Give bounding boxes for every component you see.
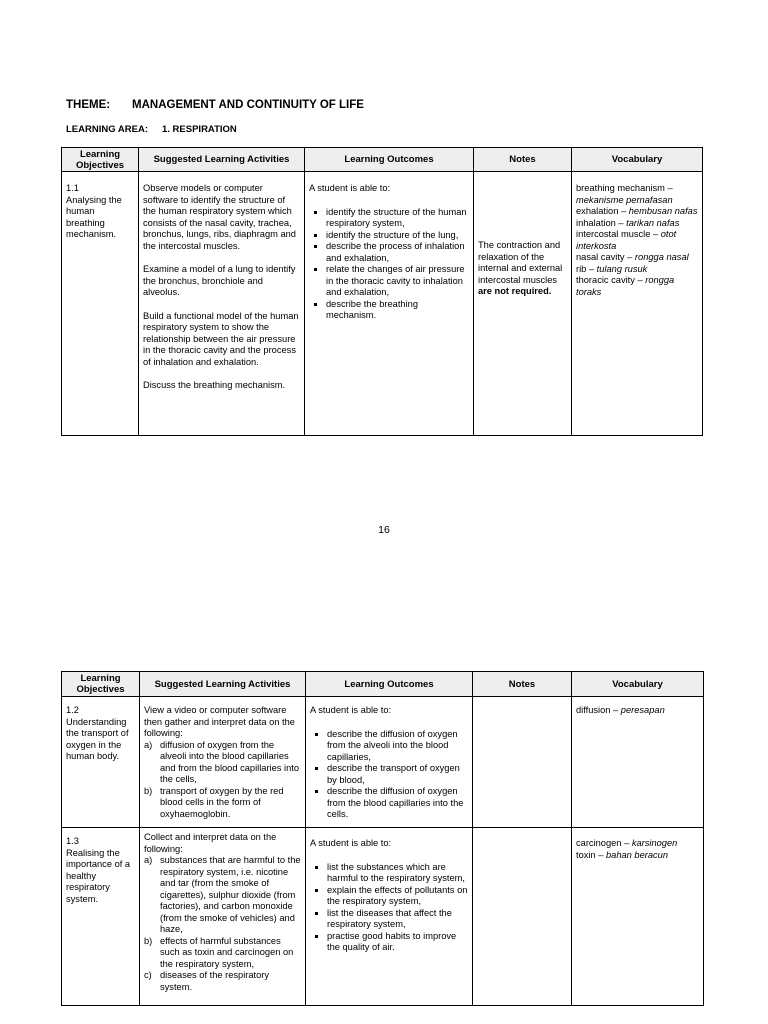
list-item: ▪ practise good habits to improve the quality of air. [327,931,468,954]
vocab-entry [576,218,698,230]
list-text: effects of harmful substances such as toxin and carcinogen on the respiratory system, [160,935,294,969]
list-item: ▪ relate the changes of air pressure in the thoracic cavity to inhalation and exhalation, [326,264,469,299]
activity-text: Discuss the breathing mechanism. [143,380,286,390]
list-item [144,786,301,821]
vocab-translation: hembusan nafas [628,206,698,216]
list-item: ▪ identify the structure of the lung, [326,230,469,242]
activity-text: Examine a model of a lung to identify the bronchus, bronchiole and alveolus. [143,264,296,297]
vocab-entry [576,275,698,298]
notes-cell [474,172,572,436]
theme-label: THEME: [66,99,111,111]
col-header-notes: Notes [474,148,572,172]
outcomes-intro: A student is able to: [310,838,392,848]
objective-number: 1.3 [66,836,79,846]
col-header-objectives: Learning Objectives [62,672,140,697]
objective-cell [62,697,140,828]
activities-cell [139,172,305,436]
notes-cell [473,828,572,1006]
table-row [62,828,704,1006]
notes-text: The contraction and relaxation of the internal and external intercostal muscles [478,240,563,285]
list-item: ▪ describe the diffusion of oxygen from the alveoli into the blood capillaries, [327,729,468,764]
vocab-entry [576,183,698,206]
list-text: diseases of the respiratory system. [160,970,270,992]
col-header-notes: Notes [473,672,572,697]
vocab-entry [576,850,699,862]
list-item: ▪ describe the diffusion of oxygen from the blood capillaries into the cells. [327,786,468,821]
vocab-term: intercostal muscle – [576,229,661,239]
col-header-activities: Suggested Learning Activities [140,672,306,697]
outcomes-intro: A student is able to: [309,183,391,193]
objective-text: Realising the importance of a healthy respiratory system. [66,847,131,904]
outcomes-list [309,207,469,322]
outcomes-cell [305,172,474,436]
notes-cell [473,697,572,828]
learning-area-heading [66,124,237,135]
vocab-term: breathing mechanism – [576,183,673,193]
activities-list [144,740,301,821]
vocab-translation: bahan beracun [605,849,669,860]
list-item: ▪ describe the breathing mechanism. [326,299,469,322]
objective-cell [62,172,139,436]
activities-cell [140,828,306,1006]
list-marker: b) [144,785,153,796]
list-item: ▪ describe the transport of oxygen by blood, [327,763,468,786]
col-header-vocabulary: Vocabulary [572,672,704,697]
vocab-entry [576,229,698,252]
vocab-term: nasal cavity – [576,252,635,262]
objective-number: 1.1 [66,183,79,193]
curriculum-table-2 [61,671,704,1006]
theme-heading [66,99,364,111]
list-item [144,970,301,993]
col-header-outcomes: Learning Outcomes [305,148,474,172]
notes-emphasis: are not required. [478,286,552,296]
learning-area-value: 1. RESPIRATION [162,124,237,135]
outcomes-list [310,729,468,821]
vocab-entry [576,252,698,264]
list-item: ▪ explain the effects of pollutants on the respiratory system, [327,885,468,908]
objective-number: 1.2 [66,705,79,715]
activities-list [144,855,301,993]
table-row [62,697,704,828]
list-item: ▪ list the substances which are harmful to the respiratory system, [327,862,468,885]
vocab-entry [576,838,699,850]
page-number: 16 [378,524,390,536]
vocab-term: carcinogen – [576,838,632,848]
vocabulary-cell [572,828,704,1006]
col-header-outcomes: Learning Outcomes [306,672,473,697]
objective-cell [62,828,140,1006]
vocab-term: toxin – [576,849,606,860]
table-header-row [62,148,703,172]
vocab-term: rib – [576,263,597,274]
list-text: diffusion of oxygen from the alveoli into the blood capillaries and from the blood capillaries into the cells, [160,739,300,784]
activity-text: Build a functional model of the human respiratory system to show the relationship between the air pressure in the thoracic cavity and the process of inhalation and exhalation. [143,310,299,367]
list-marker: c) [144,970,152,980]
vocabulary-cell [572,172,703,436]
col-header-vocabulary: Vocabulary [572,148,703,172]
vocab-translation: mekanisme pernafasan [576,194,673,205]
list-text: transport of oxygen by the red blood cells in the form of oxyhaemoglobin. [160,785,284,819]
list-text: substances that are harmful to the respiratory system, i.e. nicotine and tar (from the smoke of cigarettes), sulphur dioxide (from factories), and carbon monoxide (from the smoke of vehicles) and haze, [160,855,301,934]
vocab-term: diffusion – [576,705,621,715]
col-header-activities: Suggested Learning Activities [139,148,305,172]
vocab-entry [576,206,698,218]
vocab-translation: tarikan nafas [626,217,680,228]
vocab-translation: rongga nasal [634,252,689,262]
vocabulary-cell [572,697,704,828]
outcomes-cell [306,828,473,1006]
outcomes-cell [306,697,473,828]
list-item [144,740,301,786]
vocab-entry [576,264,698,276]
list-item [144,936,301,971]
vocab-term: inhalation – [576,217,627,228]
table-header-row [62,672,704,697]
list-marker: a) [144,855,153,865]
vocab-translation: peresapan [620,705,665,715]
col-header-objectives: Learning Objectives [62,148,139,172]
vocab-translation: rongga toraks [576,275,675,297]
activities-intro: View a video or computer software then gather and interpret data on the following: [144,705,295,738]
objective-text: Analysing the human breathing mechanism. [66,194,122,239]
vocab-term: exhalation – [576,206,629,216]
learning-area-label: LEARNING AREA: [66,124,148,135]
list-item: ▪ describe the process of inhalation and exhalation, [326,241,469,264]
activities-intro: Collect and interpret data on the following: [144,832,277,854]
outcomes-list [310,862,468,954]
vocab-term: thoracic cavity – [576,275,646,285]
vocab-translation: tulang rusuk [596,263,648,274]
list-marker: a) [144,739,153,750]
table-row [62,172,703,436]
curriculum-table-1 [61,147,703,436]
theme-value: MANAGEMENT AND CONTINUITY OF LIFE [132,99,364,111]
vocab-entry [576,705,699,717]
list-item [144,855,301,936]
objective-text: Understanding the transport of oxygen in the human body. [66,716,129,761]
list-item: ▪ list the diseases that affect the respiratory system, [327,908,468,931]
outcomes-intro: A student is able to: [310,705,392,715]
list-marker: b) [144,935,153,946]
vocab-translation: karsinogen [631,838,678,848]
list-item: ▪ identify the structure of the human respiratory system, [326,207,469,230]
activities-cell [140,697,306,828]
vocab-translation: otot interkosta [576,229,677,251]
activity-text: Observe models or computer software to identify the structure of the human respiratory system which consists of the nasal cavity, trachea, bronchus, lungs, ribs, diaphragm and the intercostal muscles. [143,183,296,251]
